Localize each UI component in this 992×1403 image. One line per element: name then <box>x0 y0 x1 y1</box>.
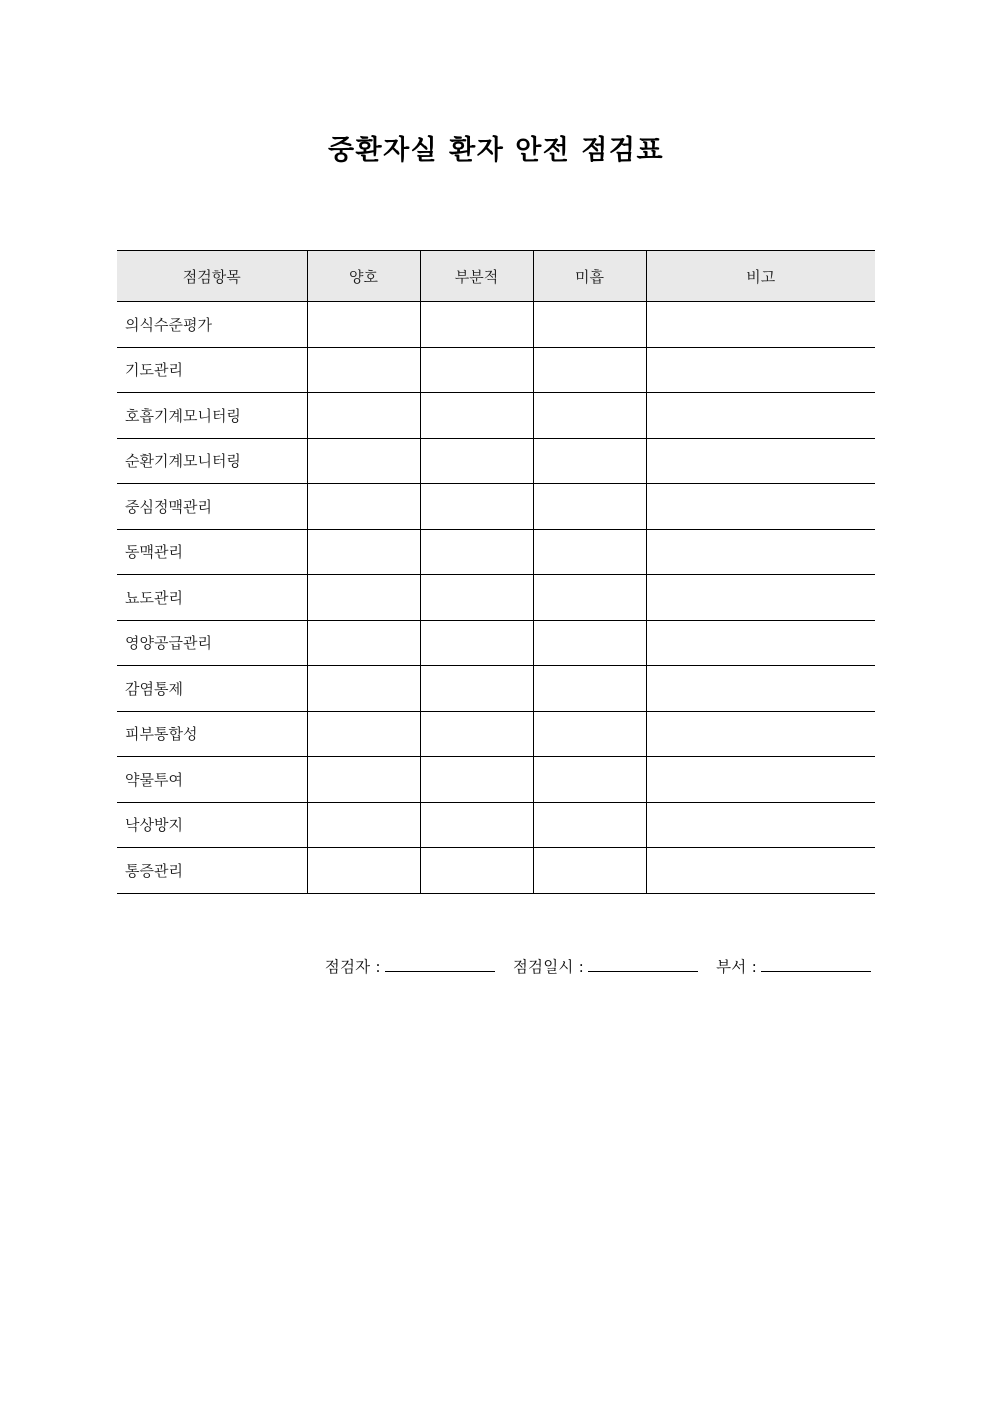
table-row <box>117 802 875 848</box>
table-row <box>117 620 875 666</box>
checkbox-cell-partial[interactable] <box>420 802 533 848</box>
note-cell[interactable] <box>646 438 875 484</box>
note-cell[interactable] <box>646 802 875 848</box>
note-cell[interactable] <box>646 757 875 803</box>
checklist-item-label: 순환기계모니터링 <box>117 438 307 484</box>
column-header-good: 양호 <box>307 251 420 302</box>
checkbox-cell-good[interactable] <box>307 666 420 712</box>
checklist-item-label: 감염통제 <box>117 666 307 712</box>
checklist-table-container <box>117 250 875 894</box>
datetime-label: 점검일시 : <box>512 958 585 976</box>
table-row <box>117 575 875 621</box>
checkbox-cell-poor[interactable] <box>533 575 646 621</box>
note-cell[interactable] <box>646 484 875 530</box>
footer-signature-line <box>117 955 875 977</box>
checklist-item-label: 동맥관리 <box>117 529 307 575</box>
table-row <box>117 848 875 894</box>
table-body <box>117 302 875 894</box>
checkbox-cell-poor[interactable] <box>533 347 646 393</box>
checkbox-cell-poor[interactable] <box>533 302 646 348</box>
checklist-item-label: 약물투여 <box>117 757 307 803</box>
checkbox-cell-poor[interactable] <box>533 438 646 484</box>
table-header-row <box>117 251 875 302</box>
checklist-item-label: 기도관리 <box>117 347 307 393</box>
checkbox-cell-good[interactable] <box>307 711 420 757</box>
checkbox-cell-poor[interactable] <box>533 666 646 712</box>
checkbox-cell-poor[interactable] <box>533 529 646 575</box>
checkbox-cell-good[interactable] <box>307 347 420 393</box>
note-cell[interactable] <box>646 529 875 575</box>
checkbox-cell-partial[interactable] <box>420 666 533 712</box>
department-label: 부서 : <box>716 958 757 976</box>
checkbox-cell-partial[interactable] <box>420 848 533 894</box>
checkbox-cell-partial[interactable] <box>420 393 533 439</box>
checklist-item-label: 낙상방지 <box>117 802 307 848</box>
inspector-label: 점검자 : <box>324 958 381 976</box>
table-row <box>117 529 875 575</box>
note-cell[interactable] <box>646 347 875 393</box>
checkbox-cell-partial[interactable] <box>420 438 533 484</box>
checkbox-cell-good[interactable] <box>307 575 420 621</box>
checkbox-cell-good[interactable] <box>307 438 420 484</box>
table-row <box>117 347 875 393</box>
checkbox-cell-poor[interactable] <box>533 484 646 530</box>
checkbox-cell-good[interactable] <box>307 848 420 894</box>
note-cell[interactable] <box>646 393 875 439</box>
department-input[interactable] <box>761 956 871 972</box>
checkbox-cell-good[interactable] <box>307 302 420 348</box>
column-header-poor: 미흡 <box>533 251 646 302</box>
table-row <box>117 757 875 803</box>
checkbox-cell-partial[interactable] <box>420 529 533 575</box>
checkbox-cell-poor[interactable] <box>533 393 646 439</box>
page-title: 중환자실 환자 안전 점검표 <box>327 135 665 166</box>
table-row <box>117 666 875 712</box>
note-cell[interactable] <box>646 302 875 348</box>
checkbox-cell-poor[interactable] <box>533 848 646 894</box>
checkbox-cell-good[interactable] <box>307 393 420 439</box>
checkbox-cell-partial[interactable] <box>420 302 533 348</box>
checkbox-cell-poor[interactable] <box>533 711 646 757</box>
checklist-item-label: 통증관리 <box>117 848 307 894</box>
checkbox-cell-good[interactable] <box>307 529 420 575</box>
table-row <box>117 302 875 348</box>
datetime-input[interactable] <box>588 956 698 972</box>
checkbox-cell-partial[interactable] <box>420 575 533 621</box>
note-cell[interactable] <box>646 620 875 666</box>
table-row <box>117 711 875 757</box>
table-row <box>117 484 875 530</box>
checkbox-cell-partial[interactable] <box>420 757 533 803</box>
table-header <box>117 251 875 302</box>
table-row <box>117 438 875 484</box>
column-header-note: 비고 <box>646 251 875 302</box>
column-header-partial: 부분적 <box>420 251 533 302</box>
checkbox-cell-good[interactable] <box>307 484 420 530</box>
checklist-table <box>117 250 875 894</box>
table-row <box>117 393 875 439</box>
checkbox-cell-good[interactable] <box>307 802 420 848</box>
note-cell[interactable] <box>646 575 875 621</box>
checkbox-cell-partial[interactable] <box>420 484 533 530</box>
note-cell[interactable] <box>646 666 875 712</box>
column-header-item: 점검항목 <box>117 251 307 302</box>
inspector-input[interactable] <box>385 956 495 972</box>
checklist-item-label: 피부통합성 <box>117 711 307 757</box>
checkbox-cell-partial[interactable] <box>420 711 533 757</box>
checkbox-cell-partial[interactable] <box>420 620 533 666</box>
checkbox-cell-poor[interactable] <box>533 620 646 666</box>
checklist-item-label: 뇨도관리 <box>117 575 307 621</box>
checklist-item-label: 중심정맥관리 <box>117 484 307 530</box>
checkbox-cell-partial[interactable] <box>420 347 533 393</box>
checkbox-cell-poor[interactable] <box>533 802 646 848</box>
checkbox-cell-good[interactable] <box>307 620 420 666</box>
note-cell[interactable] <box>646 711 875 757</box>
checklist-item-label: 영양공급관리 <box>117 620 307 666</box>
note-cell[interactable] <box>646 848 875 894</box>
checklist-item-label: 의식수준평가 <box>117 302 307 348</box>
checkbox-cell-poor[interactable] <box>533 757 646 803</box>
checkbox-cell-good[interactable] <box>307 757 420 803</box>
checklist-item-label: 호흡기계모니터링 <box>117 393 307 439</box>
